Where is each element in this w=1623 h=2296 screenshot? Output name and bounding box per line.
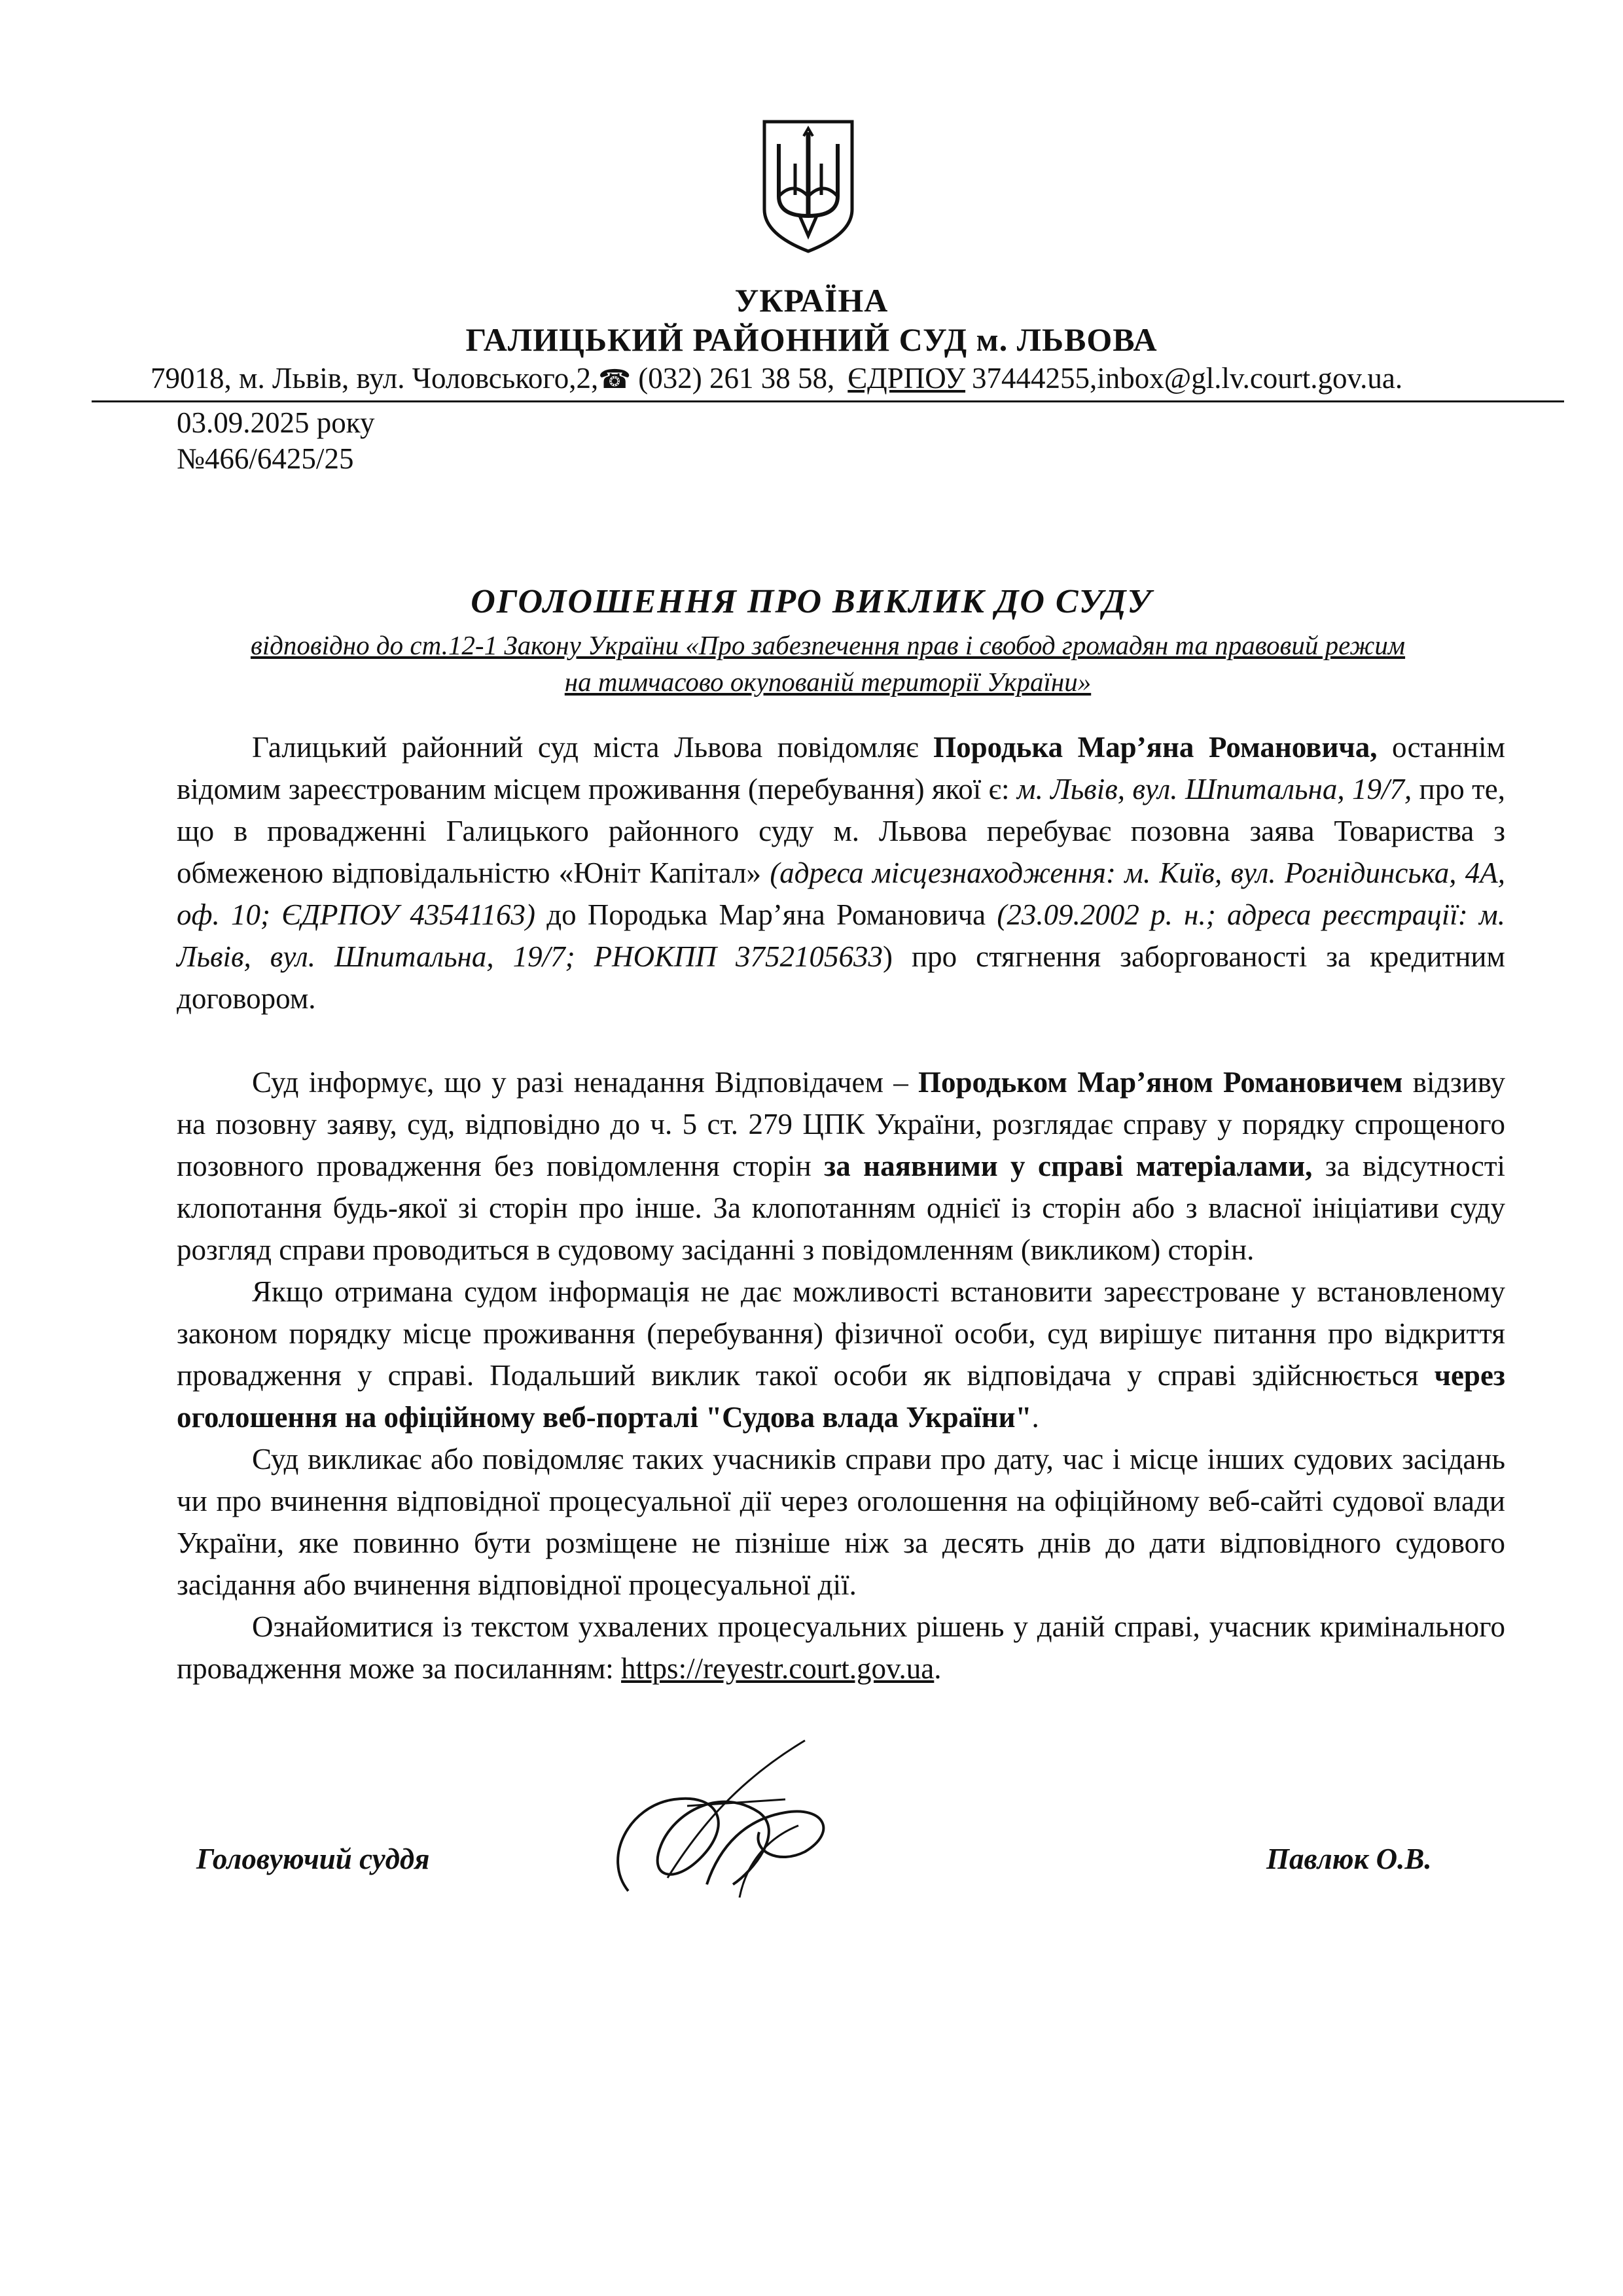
paragraph-5: Ознайомитися із текстом ухвалених процесуальних рішень у даній справі, учасник кримінального провадження може за посиланням: https://reyestr.court.gov.ua.	[177, 1610, 1505, 1685]
court-address: 79018, м. Львів, вул. Чоловського,2,	[151, 362, 599, 395]
paragraph-4: Суд викликає або повідомляє таких учасників справи про дату, час і місце інших судових засідань чи про вчинення відповідної процесуальної дії через оголошення на офіційному веб-сайті судової влади України, яке повинно бути розміщене не пізніше ніж за десять днів до дати відповідного судового засідання або вчинення відповідної процесуальної дії.	[177, 1443, 1505, 1601]
subtitle-line-1: відповідно до ст.12-1 Закону України «Про забезпечення прав і свобод громадян та правовий режим	[250, 630, 1406, 660]
header-contact-line	[151, 361, 1402, 395]
signature-role: Головуючий суддя	[196, 1843, 430, 1875]
announcement-body	[177, 726, 1505, 1689]
phone-icon: ☎	[598, 364, 632, 394]
edrpou-label: ЄДРПОУ	[847, 362, 966, 395]
announcement-title: ОГОЛОШЕННЯ ПРО ВИКЛИК ДО СУДУ	[471, 583, 1152, 620]
judge-name: Павлюк О.В.	[1266, 1843, 1432, 1875]
registry-link[interactable]: https://reyestr.court.gov.ua	[621, 1652, 935, 1685]
header-court-name: ГАЛИЦЬКИЙ РАЙОННИЙ СУД м. ЛЬВОВА	[465, 321, 1158, 358]
paragraph-2: Суд інформує, що у разі ненадання Відповідачем – Породьком Мар’яном Романовичем відзиву на позовну заяву, суд, відповідно до ч. 5 ст. 279 ЦПК України, розглядає справу у порядку спрощеного позовного провадження без повідомлення сторін за наявними у справі матеріалами, за відсутності клопотання будь-якої зі сторін про інше. За клопотанням однієї із сторін або з власної ініціативи суду розгляд справи проводиться в судовому засіданні з повідомленням (викликом) сторін.	[177, 1066, 1506, 1266]
paragraph-3: Якщо отримана судом інформація не дає можливості встановити зареєстроване у встановленому законом порядку місце проживання (перебування) фізичної особи, суд вирішує питання про відкриття провадження у справі. Подальший виклик такої особи як відповідача у справі здійснюється через оголошення на офіційному веб-порталі "Судова влада України".	[177, 1275, 1505, 1434]
trident-emblem-icon	[759, 118, 857, 255]
court-phone: (032) 261 38 58,	[638, 362, 835, 395]
header-divider	[92, 400, 1564, 402]
paragraph-1: Галицький районний суд міста Львова повідомляє Породька Мар’яна Романовича, останнім відомим зареєстрованим місцем проживання (перебування) якої є: м. Львів, вул. Шпитальна, 19/7, про те, що в провадженні Галицького районного суду м. Львова перебуває позовна заява Товариства з обмеженою відповідальністю «Юніт Капітал» (адреса місцезнаходження: м. Київ, вул. Рогнідинська, 4А, оф. 10; ЄДРПОУ 43541163) до Породька Мар’яна Романовича (23.09.2002 р. н.; адреса реєстрації: м. Львів, вул. Шпитальна, 19/7; РНОКПП 3752105633) про стягнення заборгованості за кредитним договором.	[177, 731, 1505, 1015]
document-date: 03.09.2025 року	[177, 406, 375, 439]
handwritten-signature	[589, 1727, 864, 1924]
announcement-subtitle	[177, 627, 1479, 700]
document-number: №466/6425/25	[177, 442, 354, 475]
edrpou-and-email: 37444255,inbox@gl.lv.court.gov.ua.	[972, 362, 1403, 395]
header-country: УКРАЇНА	[734, 282, 889, 319]
subtitle-line-2: на тимчасово окупованій території України»	[564, 667, 1092, 697]
